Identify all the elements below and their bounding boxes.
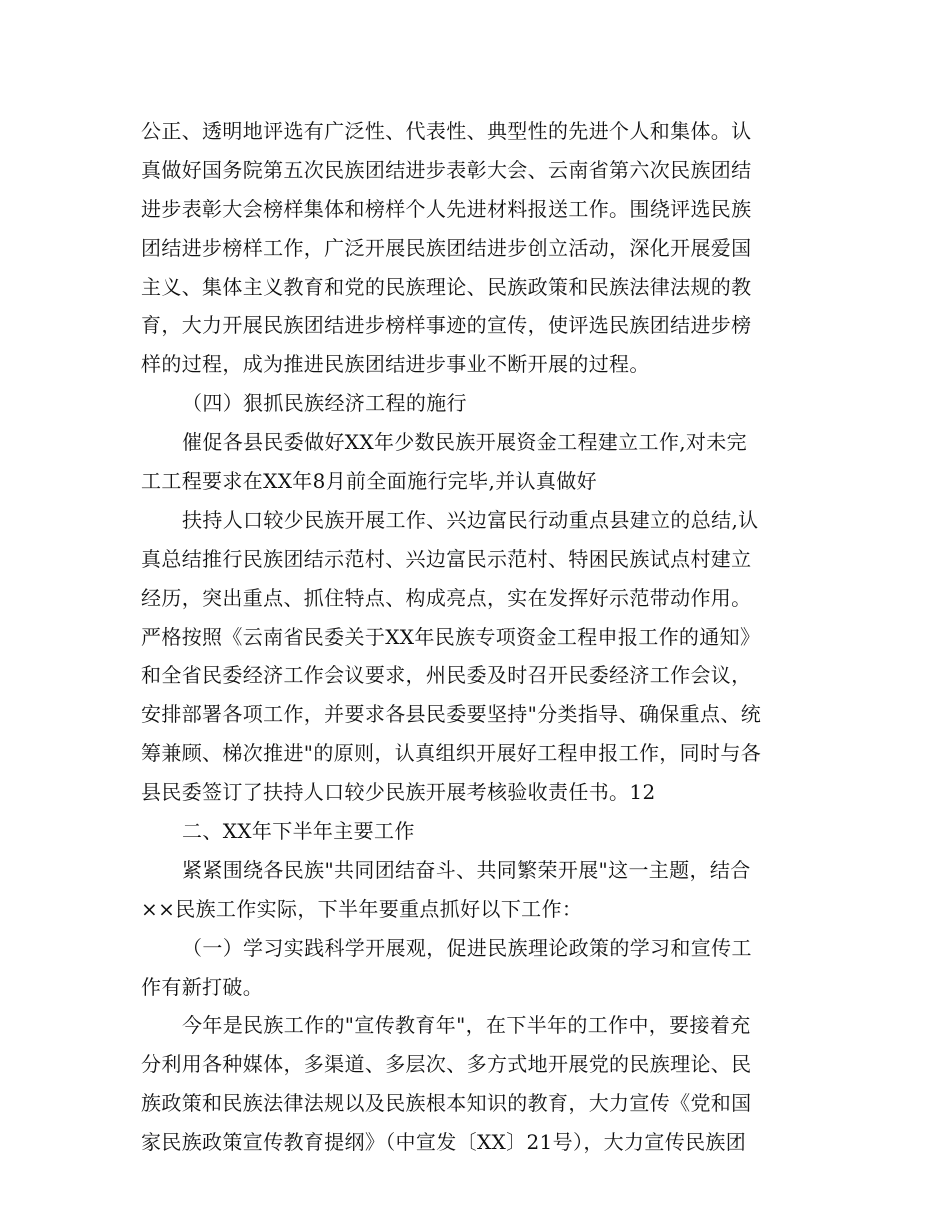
body-line: 育，大力开展民族团结进步榜样事迹的宣传，使评选民族团结进步榜 (141, 313, 752, 338)
body-line: 县民委签订了扶持人口较少民族开展考核验收责任书。12 (141, 780, 656, 805)
paragraph-first-line: 扶持人口较少民族开展工作、兴边富民行动重点县建立的总结,认 (182, 507, 759, 532)
body-line: 分利用各种媒体，多渠道、多层次、多方式地开展党的民族理论、民 (141, 1052, 752, 1077)
body-line: 族政策和民族法律法规以及民族根本知识的教育，大力宣传《党和国 (141, 1091, 752, 1116)
body-line: 团结进步榜样工作，广泛开展民族团结进步创立活动，深化开展爱国 (141, 235, 752, 260)
body-line: 作有新打破。 (141, 974, 264, 999)
body-line: 家民族政策宣传教育提纲》（中宣发〔XX〕21号），大力宣传民族团 (141, 1130, 747, 1155)
body-line: 真做好国务院第五次民族团结进步表彰大会、云南省第六次民族团结 (141, 157, 752, 182)
body-line: ××民族工作实际，下半年要重点抓好以下工作： (141, 896, 583, 921)
body-line: 主义、集体主义教育和党的民族理论、民族政策和民族法律法规的教 (141, 274, 752, 299)
section-heading: （一）学习实践科学开展观，促进民族理论政策的学习和宣传工 (182, 935, 752, 960)
body-line: 安排部署各项工作，并要求各县民委要坚持"分类指导、确保重点、统 (141, 702, 762, 727)
section-heading: 二、XX年下半年主要工作 (182, 819, 415, 844)
paragraph-first-line: 催促各县民委做好XX年少数民族开展资金工程建立工作,对未完 (182, 430, 747, 455)
body-line: 真总结推行民族团结示范村、兴边富民示范村、特困民族试点村建立 (141, 546, 752, 571)
paragraph-first-line: 紧紧围绕各民族"共同团结奋斗、共同繁荣开展"这一主题，结合 (182, 857, 751, 882)
section-heading: （四）狠抓民族经济工程的施行 (182, 391, 467, 416)
body-line: 工工程要求在XX年8月前全面施行完毕,并认真做好 (141, 469, 597, 494)
body-line: 经历，突出重点、抓住特点、构成亮点，实在发挥好示范带动作用。 (141, 585, 752, 610)
document-body (141, 112, 821, 1162)
body-line: 进步表彰大会榜样集体和榜样个人先进材料报送工作。围绕评选民族 (141, 196, 752, 221)
body-line: 公正、透明地评选有广泛性、代表性、典型性的先进个人和集体。认 (141, 119, 752, 143)
body-line: 和全省民委经济工作会议要求，州民委及时召开民委经济工作会议， (141, 663, 752, 688)
paragraph-first-line: 今年是民族工作的"宣传教育年"，在下半年的工作中，要接着充 (182, 1013, 751, 1038)
body-line: 筹兼顾、梯次推进"的原则，认真组织开展好工程申报工作，同时与各 (141, 741, 762, 766)
body-line: 样的过程，成为推进民族团结进步事业不断开展的过程。 (141, 352, 650, 377)
body-line: 严格按照《云南省民委关于XX年民族专项资金工程申报工作的通知》 (141, 624, 761, 649)
